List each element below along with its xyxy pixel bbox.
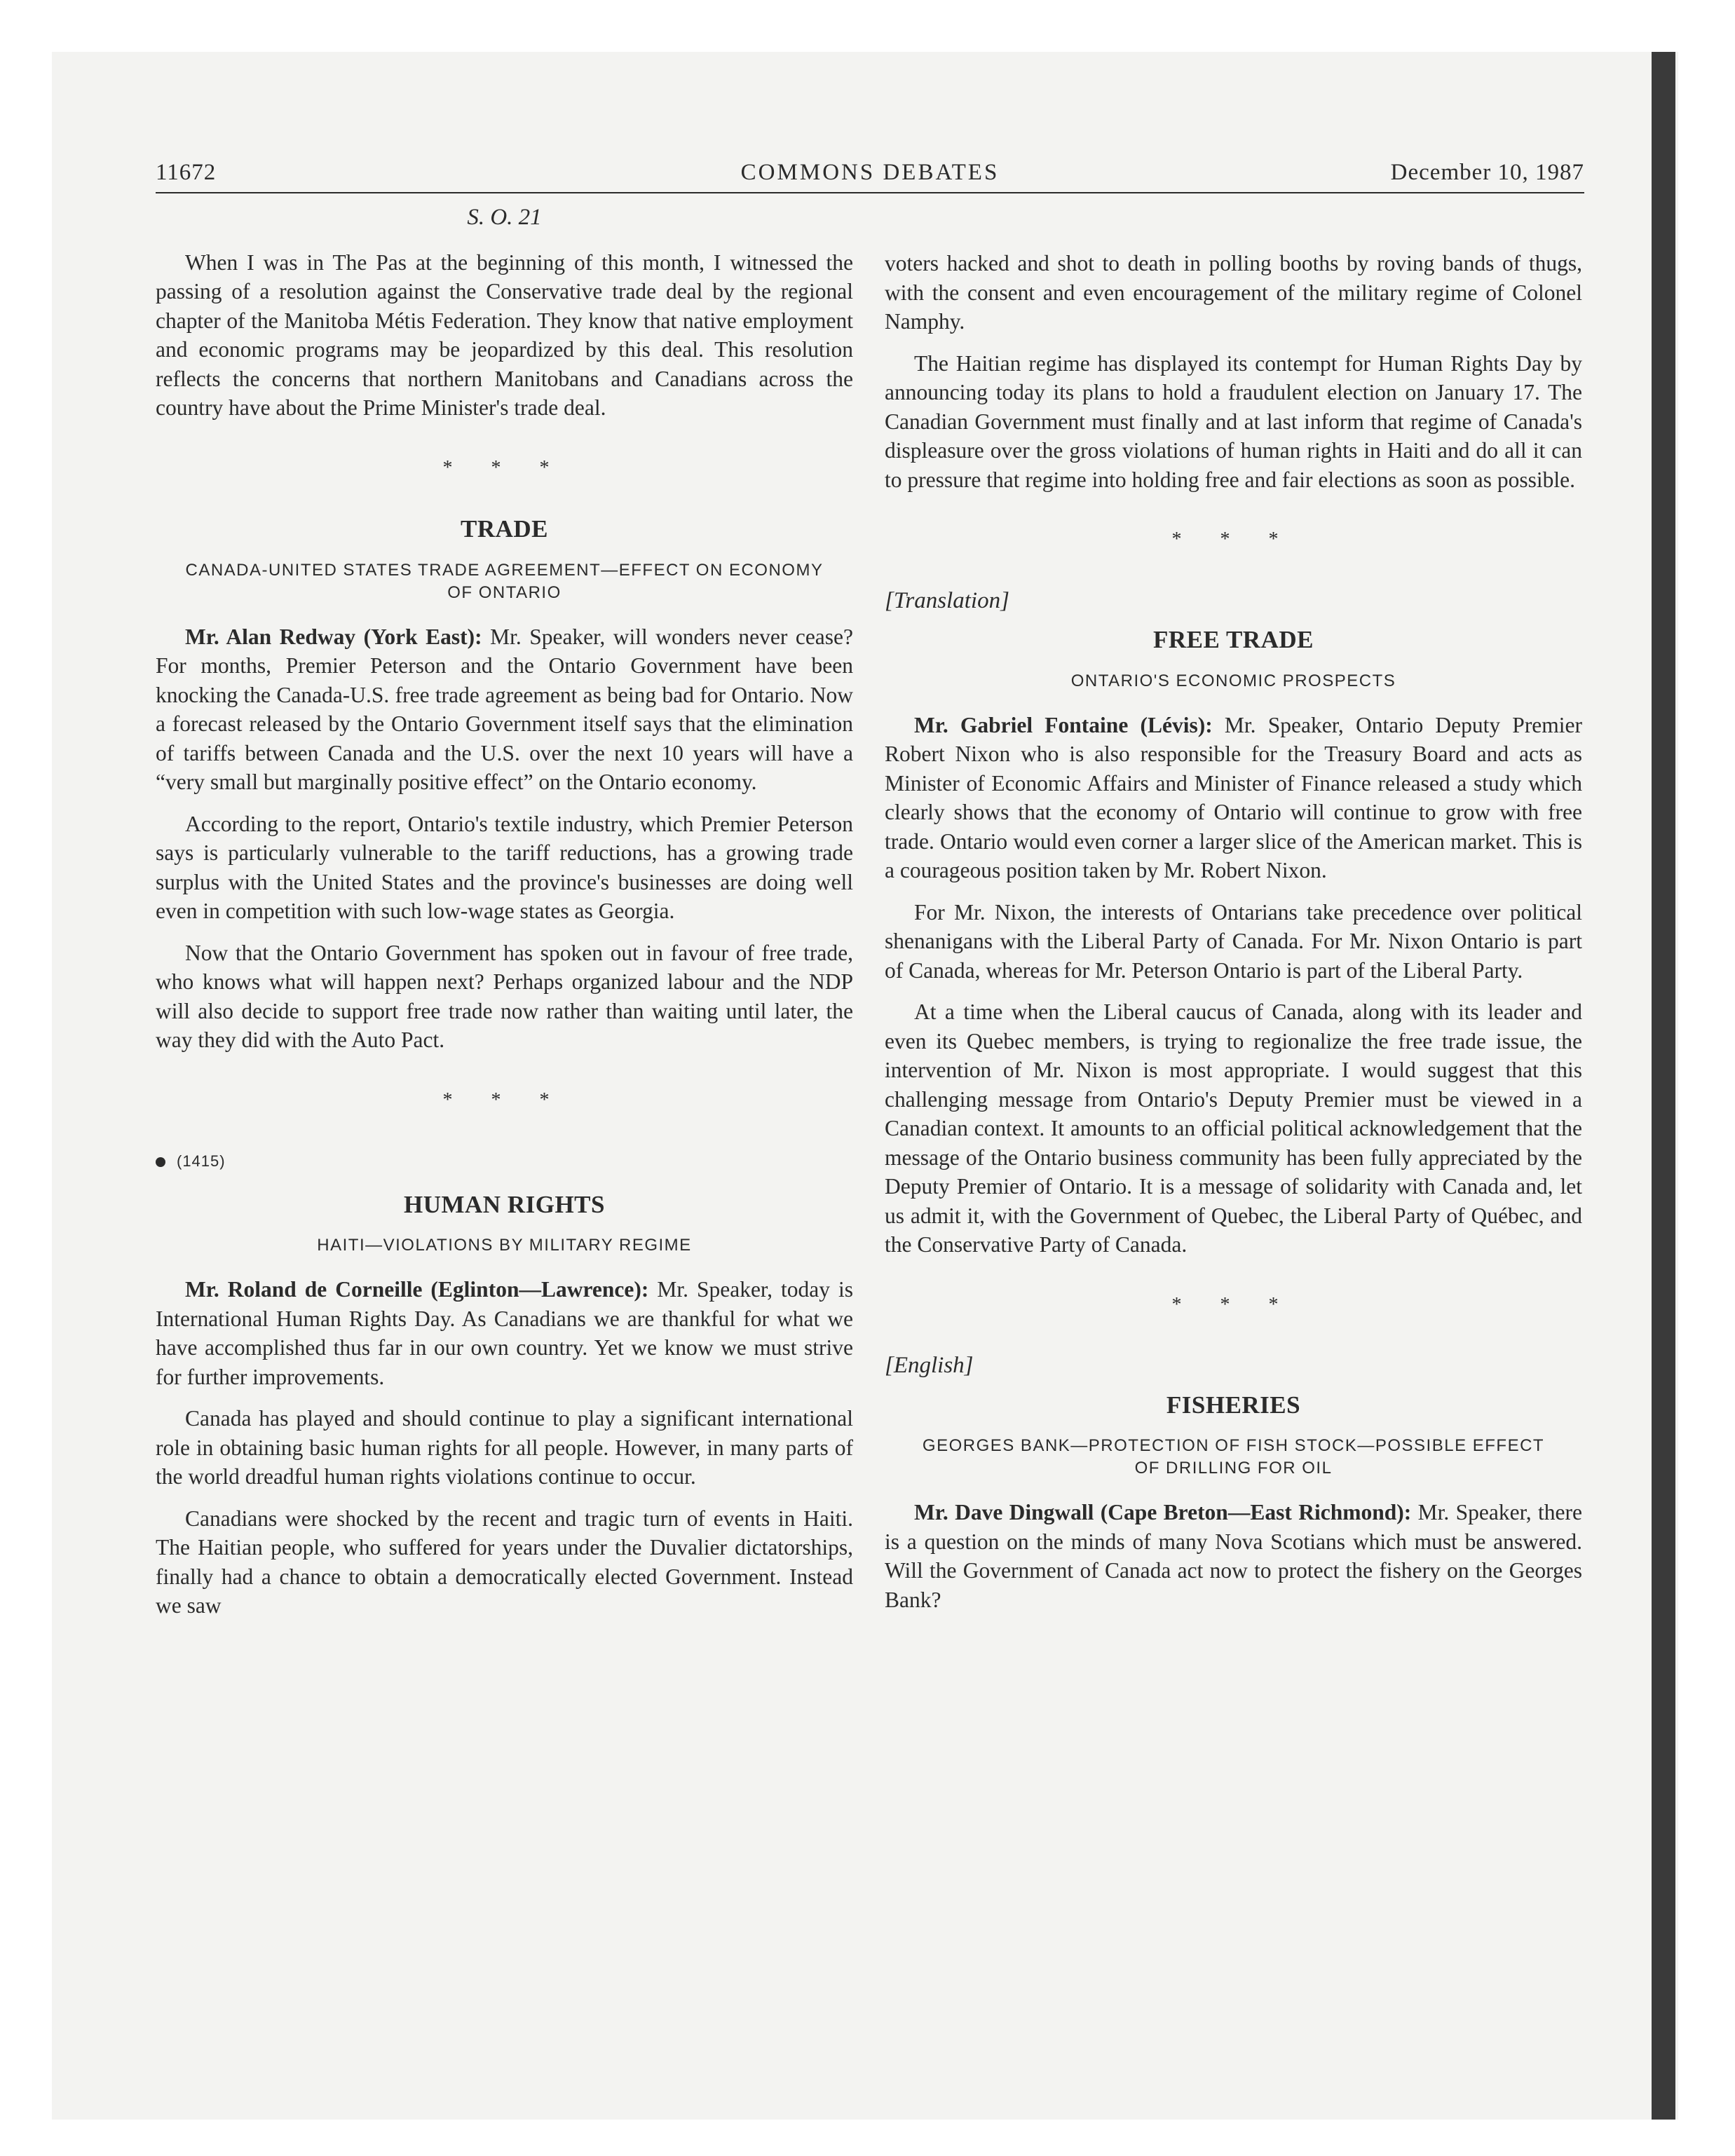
section-heading-human-rights: HUMAN RIGHTS bbox=[404, 1190, 605, 1218]
paragraph: When I was in The Pas at the beginning of this month, I witnessed the passing of a resolution against the Conservative trade deal by the regional chapter of the Manitoba Métis Federation. They know that native employment and economic programs may be jeopardized by this deal. This resolution reflects the concerns that northern Manitobans and Canadians across the country have about the Prime Minister's trade deal. bbox=[156, 250, 853, 420]
standing-order-label: S. O. 21 bbox=[467, 205, 542, 230]
page-date: December 10, 1987 bbox=[1390, 160, 1584, 185]
paragraph-continued: voters hacked and shot to death in polling booths by roving bands of thugs, with the consent and even encouragement of the military regime of Colonel Namphy. bbox=[885, 251, 1582, 334]
page-number: 11672 bbox=[156, 160, 217, 185]
bullet-icon bbox=[156, 1157, 165, 1167]
speaker-name: Mr. Gabriel Fontaine (Lévis): bbox=[914, 712, 1213, 737]
paragraph-text: Mr. Speaker, today is International Human Rights Day. As Canadians we are thankful for what we have accomplished thus far in our own country. Yet we know we must strive for further improvements. bbox=[156, 1277, 854, 1389]
section-separator: * * * bbox=[1171, 528, 1295, 550]
section-heading-fisheries: FISHERIES bbox=[1166, 1391, 1301, 1419]
section-heading-trade: TRADE bbox=[460, 515, 549, 543]
paragraph: For Mr. Nixon, the interests of Ontarians take precedence over political shenanigans with the Liberal Party of Canada. For Mr. Nixon Ontario is part of Canada, whereas for Mr. Peterson Ontario is part of the Liberal Party. bbox=[885, 899, 1582, 983]
paragraph-text: Mr. Speaker, Ontario Deputy Premier Robert Nixon who is also responsible for the Treasury Board and acts as Minister of Economic Affairs and Minister of Finance released a study which clearly shows that the economy of Ontario will continue to grow with free trade. Ontario would even corner a larger slice of the American market. This is a courageous position taken by Mr. Robert Nixon. bbox=[885, 712, 1583, 882]
paragraph: Canadians were shocked by the recent and tragic turn of events in Haiti. The Haitian people, who suffered for years under the Duvalier dictatorships, finally had a chance to obtain a democratically elected Government. Instead we saw bbox=[156, 1506, 853, 1618]
subheading-fisheries: GEORGES BANK—PROTECTION OF FISH STOCK—POSSIBLE EFFECT OF DRILLING FOR OIL bbox=[922, 1436, 1545, 1478]
paragraph: The Haitian regime has displayed its contempt for Human Rights Day by announcing today its plans to hold a fraudulent election on January 17. The Canadian Government must finally and at last inform that regime of Canada's displeasure over the gross violations of human rights in Haiti and do all it can to pressure that regime into holding free and fair elections as soon as possible. bbox=[885, 350, 1582, 492]
speaker-name: Mr. Alan Redway (York East): bbox=[185, 624, 482, 649]
section-separator: * * * bbox=[442, 1089, 566, 1111]
paragraph-text: Mr. Speaker, there is a question on the minds of many Nova Scotians which must be answered. Will the Government of Canada act now to protect the fishery on the Georges Bank? bbox=[885, 1500, 1582, 1612]
subheading-free-trade: ONTARIO'S ECONOMIC PROSPECTS bbox=[1070, 671, 1396, 690]
paragraph: Now that the Ontario Government has spoken out in favour of free trade, who knows what will happen next? Perhaps organized labour and the NDP will also decide to support free trade now rather than waiting until later, the way they did with the Auto Pact. bbox=[156, 940, 853, 1052]
time-marker-text: (1415) bbox=[177, 1152, 226, 1170]
section-heading-free-trade: FREE TRADE bbox=[1153, 626, 1314, 653]
page-header bbox=[156, 160, 1584, 192]
paragraph: At a time when the Liberal caucus of Canada, along with its leader and even its Quebec members, is trying to regionalize the free trade issue, the intervention of Mr. Nixon is most appropriate. I would suggest that this challenging message from Ontario's Deputy Premier must be viewed in a Canadian context. It amounts to an official political acknowledgement that the message of the Ontario business community has been fully appreciated by the Deputy Premier of Ontario. It is a message of solidarity with Canada and, let us admit it, with the Government of Quebec, the Liberal Party of Québec, and the Conservative Party of Canada. bbox=[885, 999, 1582, 1257]
paragraph: Canada has played and should continue to play a significant international role in obtaining basic human rights for all people. However, in many parts of the world dreadful human rights violations continue to occur. bbox=[156, 1406, 853, 1489]
subheading-trade: CANADA-UNITED STATES TRADE AGREEMENT—EFFECT ON ECONOMY OF ONTARIO bbox=[185, 560, 824, 602]
section-separator: * * * bbox=[442, 456, 566, 479]
language-note: [English] bbox=[885, 1353, 974, 1378]
translation-note: [Translation] bbox=[885, 587, 1009, 613]
speaker-name: Mr. Roland de Corneille (Eglinton—Lawrence): bbox=[185, 1277, 649, 1302]
paragraph bbox=[156, 1275, 853, 1391]
speaker-name: Mr. Dave Dingwall (Cape Breton—East Richmond): bbox=[914, 1500, 1412, 1524]
paragraph: According to the report, Ontario's textile industry, which Premier Peterson says is particularly vulnerable to the tariff reductions, has a growing trade surplus with the United States and the province's businesses are doing well even in competition with such low-wage states as Georgia. bbox=[156, 811, 853, 923]
paragraph bbox=[156, 622, 853, 797]
section-separator: * * * bbox=[1171, 1293, 1295, 1316]
right-column bbox=[885, 249, 1582, 1627]
left-column bbox=[156, 203, 853, 1633]
subheading-human-rights: HAITI—VIOLATIONS BY MILITARY REGIME bbox=[317, 1236, 692, 1255]
paragraph-text: Mr. Speaker, will wonders never cease? For months, Premier Peterson and the Ontario Government have been knocking the Canada-U.S. free trade agreement as being bad for Ontario. Now a forecast released by the Ontario Government itself says that the elimination of tariffs between Canada and the U.S. over the next 10 years will have a “very small but marginally positive effect” on the Ontario economy. bbox=[156, 624, 854, 794]
paragraph bbox=[885, 711, 1582, 885]
publication-title: COMMONS DEBATES bbox=[740, 160, 1000, 185]
header-rule bbox=[156, 192, 1584, 193]
paragraph bbox=[885, 1498, 1582, 1614]
scan-edge bbox=[1652, 52, 1675, 2120]
time-marker bbox=[156, 1147, 853, 1176]
